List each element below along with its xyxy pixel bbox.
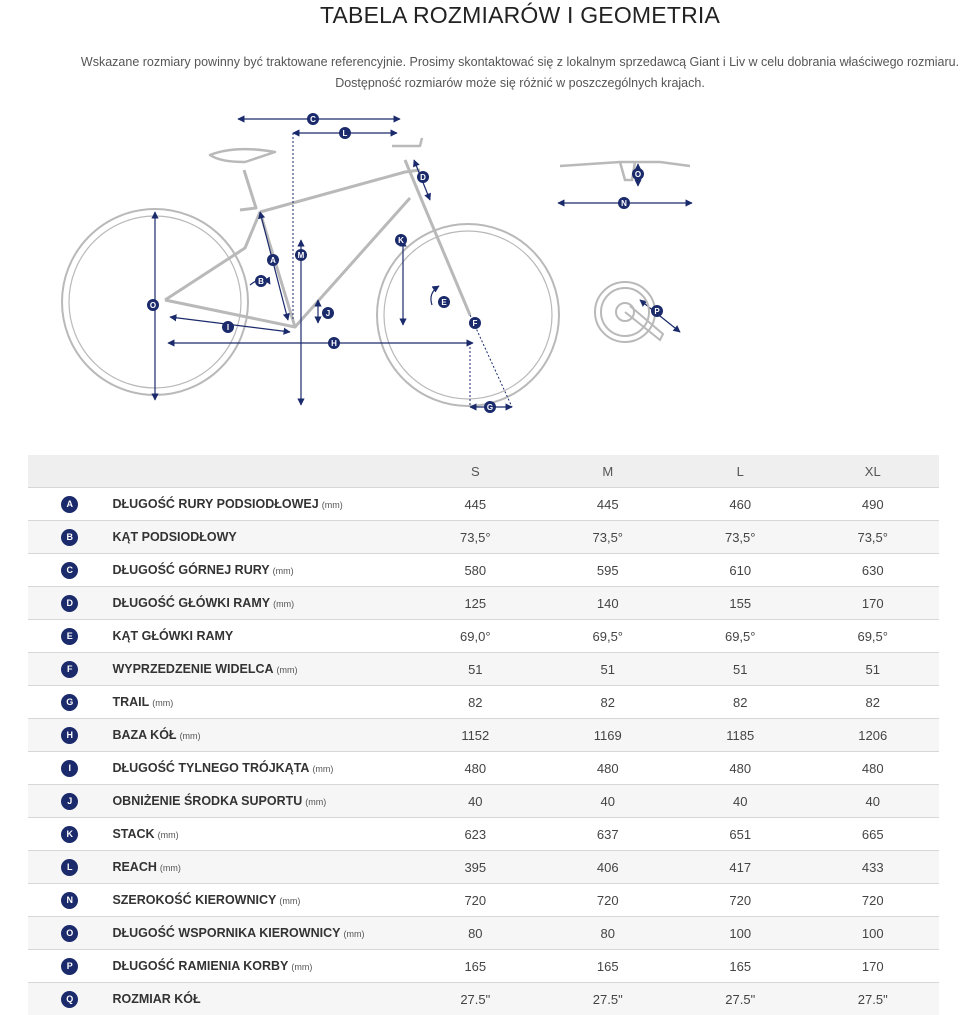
row-label-cell bbox=[111, 752, 409, 785]
row-value-s: 27.5" bbox=[409, 983, 541, 1015]
row-letter-badge: A bbox=[61, 496, 78, 513]
row-unit: (mm) bbox=[273, 566, 294, 576]
row-value-l: 651 bbox=[674, 818, 806, 851]
row-value-m: 80 bbox=[542, 917, 674, 950]
row-label: DŁUGOŚĆ GŁÓWKI RAMY bbox=[112, 596, 270, 610]
row-value-m: 406 bbox=[542, 851, 674, 884]
row-value-s: 580 bbox=[409, 554, 541, 587]
row-value-l: 51 bbox=[674, 653, 806, 686]
table-row bbox=[28, 521, 939, 554]
row-letter-cell bbox=[28, 818, 111, 851]
svg-text:O: O bbox=[635, 170, 641, 179]
row-unit: (mm) bbox=[273, 599, 294, 609]
row-label: DŁUGOŚĆ TYLNEGO TRÓJKĄTA bbox=[112, 761, 309, 775]
description-line-1: Wskazane rozmiary powinny być traktowane referencyjnie. Prosimy skontaktować się z lokalnym sprzedawcą Giant i Liv w celu dobrania właściwego rozmiaru. bbox=[0, 52, 978, 73]
page-description bbox=[0, 52, 978, 94]
row-letter-badge: O bbox=[61, 925, 78, 942]
row-label: ROZMIAR KÓŁ bbox=[112, 992, 200, 1006]
row-label: TRAIL bbox=[112, 695, 149, 709]
row-letter-badge: F bbox=[61, 661, 78, 678]
row-value-l: 27.5" bbox=[674, 983, 806, 1015]
row-label: KĄT PODSIODŁOWY bbox=[112, 530, 236, 544]
svg-text:E: E bbox=[441, 298, 447, 307]
row-letter-badge: D bbox=[61, 595, 78, 612]
row-value-s: 165 bbox=[409, 950, 541, 983]
row-value-xl: 51 bbox=[806, 653, 939, 686]
row-letter-cell bbox=[28, 719, 111, 752]
table-row bbox=[28, 587, 939, 620]
row-label-cell bbox=[111, 785, 409, 818]
row-label: REACH bbox=[112, 860, 156, 874]
row-label-cell bbox=[111, 620, 409, 653]
svg-text:B: B bbox=[258, 277, 264, 286]
row-letter-badge: I bbox=[61, 760, 78, 777]
row-letter-cell bbox=[28, 950, 111, 983]
row-label: DŁUGOŚĆ RURY PODSIODŁOWEJ bbox=[112, 497, 318, 511]
row-label: BAZA KÓŁ bbox=[112, 728, 176, 742]
row-value-xl: 69,5° bbox=[806, 620, 939, 653]
row-letter-cell bbox=[28, 851, 111, 884]
row-letter-badge: B bbox=[61, 529, 78, 546]
svg-text:J: J bbox=[326, 309, 330, 318]
row-value-l: 40 bbox=[674, 785, 806, 818]
row-label-cell bbox=[111, 686, 409, 719]
row-letter-cell bbox=[28, 983, 111, 1015]
svg-text:O: O bbox=[150, 301, 156, 310]
row-label-cell bbox=[111, 488, 409, 521]
row-label-cell bbox=[111, 653, 409, 686]
row-value-s: 1152 bbox=[409, 719, 541, 752]
row-value-m: 445 bbox=[542, 488, 674, 521]
page-title: TABELA ROZMIARÓW I GEOMETRIA bbox=[0, 2, 978, 29]
row-value-s: 445 bbox=[409, 488, 541, 521]
row-label: SZEROKOŚĆ KIEROWNICY bbox=[112, 893, 276, 907]
row-value-s: 80 bbox=[409, 917, 541, 950]
row-value-xl: 720 bbox=[806, 884, 939, 917]
row-unit: (mm) bbox=[291, 962, 312, 972]
row-value-m: 1169 bbox=[542, 719, 674, 752]
table-row bbox=[28, 917, 939, 950]
table-row bbox=[28, 785, 939, 818]
table-row bbox=[28, 950, 939, 983]
row-value-s: 69,0° bbox=[409, 620, 541, 653]
description-line-2: Dostępność rozmiarów może się różnić w poszczególnych krajach. bbox=[0, 73, 978, 94]
row-label-cell bbox=[111, 884, 409, 917]
row-value-s: 623 bbox=[409, 818, 541, 851]
header-size-m: M bbox=[542, 455, 674, 488]
row-letter-cell bbox=[28, 884, 111, 917]
row-value-xl: 490 bbox=[806, 488, 939, 521]
row-value-l: 720 bbox=[674, 884, 806, 917]
row-value-l: 480 bbox=[674, 752, 806, 785]
row-letter-badge: L bbox=[61, 859, 78, 876]
row-label: OBNIŻENIE ŚRODKA SUPORTU bbox=[112, 794, 302, 808]
table-row bbox=[28, 653, 939, 686]
row-value-s: 82 bbox=[409, 686, 541, 719]
row-value-xl: 665 bbox=[806, 818, 939, 851]
row-value-l: 69,5° bbox=[674, 620, 806, 653]
row-value-s: 395 bbox=[409, 851, 541, 884]
row-unit: (mm) bbox=[343, 929, 364, 939]
row-label-cell bbox=[111, 917, 409, 950]
row-value-l: 417 bbox=[674, 851, 806, 884]
row-value-m: 82 bbox=[542, 686, 674, 719]
row-value-l: 460 bbox=[674, 488, 806, 521]
row-value-l: 610 bbox=[674, 554, 806, 587]
row-label-cell bbox=[111, 851, 409, 884]
row-label-cell bbox=[111, 818, 409, 851]
row-label: DŁUGOŚĆ RAMIENIA KORBY bbox=[112, 959, 288, 973]
row-label: STACK bbox=[112, 827, 154, 841]
row-value-s: 73,5° bbox=[409, 521, 541, 554]
row-value-m: 73,5° bbox=[542, 521, 674, 554]
row-letter-badge: N bbox=[61, 892, 78, 909]
svg-text:H: H bbox=[331, 339, 337, 348]
svg-text:K: K bbox=[398, 236, 404, 245]
table-row bbox=[28, 884, 939, 917]
row-value-l: 100 bbox=[674, 917, 806, 950]
row-letter-cell bbox=[28, 620, 111, 653]
header-blank bbox=[28, 455, 409, 488]
row-label-cell bbox=[111, 554, 409, 587]
table-row bbox=[28, 488, 939, 521]
row-value-s: 720 bbox=[409, 884, 541, 917]
row-letter-cell bbox=[28, 917, 111, 950]
row-letter-cell bbox=[28, 554, 111, 587]
svg-text:N: N bbox=[621, 199, 627, 208]
row-value-xl: 82 bbox=[806, 686, 939, 719]
row-letter-cell bbox=[28, 785, 111, 818]
row-value-s: 480 bbox=[409, 752, 541, 785]
row-letter-cell bbox=[28, 587, 111, 620]
row-value-s: 40 bbox=[409, 785, 541, 818]
row-value-m: 165 bbox=[542, 950, 674, 983]
svg-text:L: L bbox=[343, 129, 348, 138]
table-row bbox=[28, 818, 939, 851]
row-value-m: 69,5° bbox=[542, 620, 674, 653]
row-value-l: 73,5° bbox=[674, 521, 806, 554]
row-value-xl: 73,5° bbox=[806, 521, 939, 554]
row-value-xl: 100 bbox=[806, 917, 939, 950]
row-unit: (mm) bbox=[305, 797, 326, 807]
row-value-m: 140 bbox=[542, 587, 674, 620]
row-unit: (mm) bbox=[312, 764, 333, 774]
row-value-l: 165 bbox=[674, 950, 806, 983]
table-row bbox=[28, 554, 939, 587]
row-label: DŁUGOŚĆ GÓRNEJ RURY bbox=[112, 563, 269, 577]
row-unit: (mm) bbox=[160, 863, 181, 873]
row-value-m: 51 bbox=[542, 653, 674, 686]
row-letter-badge: Q bbox=[61, 991, 78, 1008]
row-unit: (mm) bbox=[158, 830, 179, 840]
row-letter-badge: C bbox=[61, 562, 78, 579]
row-unit: (mm) bbox=[277, 665, 298, 675]
row-unit: (mm) bbox=[180, 731, 201, 741]
header-size-l: L bbox=[674, 455, 806, 488]
row-value-l: 82 bbox=[674, 686, 806, 719]
row-label-cell bbox=[111, 983, 409, 1015]
row-value-xl: 1206 bbox=[806, 719, 939, 752]
svg-text:P: P bbox=[654, 307, 660, 316]
svg-text:D: D bbox=[420, 173, 426, 182]
row-value-l: 1185 bbox=[674, 719, 806, 752]
row-label-cell bbox=[111, 587, 409, 620]
geometry-diagram bbox=[60, 100, 720, 420]
handlebar-detail bbox=[560, 162, 690, 180]
row-unit: (mm) bbox=[279, 896, 300, 906]
row-label-cell bbox=[111, 521, 409, 554]
row-label: WYPRZEDZENIE WIDELCA bbox=[112, 662, 273, 676]
row-value-m: 27.5" bbox=[542, 983, 674, 1015]
table-row bbox=[28, 983, 939, 1015]
header-size-xl: XL bbox=[806, 455, 939, 488]
geometry-table bbox=[28, 455, 939, 1015]
table-row bbox=[28, 686, 939, 719]
row-letter-badge: G bbox=[61, 694, 78, 711]
row-letter-badge: P bbox=[61, 958, 78, 975]
front-wheel bbox=[377, 224, 559, 406]
table-row bbox=[28, 752, 939, 785]
row-unit: (mm) bbox=[152, 698, 173, 708]
row-value-s: 51 bbox=[409, 653, 541, 686]
table-row bbox=[28, 719, 939, 752]
row-value-m: 40 bbox=[542, 785, 674, 818]
svg-text:F: F bbox=[473, 319, 478, 328]
row-value-xl: 630 bbox=[806, 554, 939, 587]
row-value-m: 480 bbox=[542, 752, 674, 785]
row-letter-badge: E bbox=[61, 628, 78, 645]
table-header-row bbox=[28, 455, 939, 488]
row-letter-cell bbox=[28, 686, 111, 719]
row-value-s: 125 bbox=[409, 587, 541, 620]
row-value-l: 155 bbox=[674, 587, 806, 620]
row-unit: (mm) bbox=[322, 500, 343, 510]
row-value-xl: 170 bbox=[806, 587, 939, 620]
row-value-m: 595 bbox=[542, 554, 674, 587]
table-row bbox=[28, 851, 939, 884]
row-value-xl: 433 bbox=[806, 851, 939, 884]
bike-frame bbox=[165, 138, 470, 327]
row-letter-badge: J bbox=[61, 793, 78, 810]
svg-text:G: G bbox=[487, 403, 493, 412]
row-letter-badge: K bbox=[61, 826, 78, 843]
row-value-xl: 40 bbox=[806, 785, 939, 818]
header-size-s: S bbox=[409, 455, 541, 488]
row-letter-cell bbox=[28, 752, 111, 785]
row-value-xl: 480 bbox=[806, 752, 939, 785]
row-label: DŁUGOŚĆ WSPORNIKA KIEROWNICY bbox=[112, 926, 340, 940]
svg-text:C: C bbox=[310, 115, 316, 124]
row-label-cell bbox=[111, 719, 409, 752]
row-label-cell bbox=[111, 950, 409, 983]
svg-text:A: A bbox=[270, 256, 276, 265]
svg-text:I: I bbox=[227, 323, 229, 332]
row-value-xl: 27.5" bbox=[806, 983, 939, 1015]
row-value-xl: 170 bbox=[806, 950, 939, 983]
row-letter-cell bbox=[28, 521, 111, 554]
row-letter-cell bbox=[28, 653, 111, 686]
row-value-m: 637 bbox=[542, 818, 674, 851]
table-row bbox=[28, 620, 939, 653]
svg-text:M: M bbox=[298, 251, 305, 260]
row-letter-cell bbox=[28, 488, 111, 521]
row-letter-badge: H bbox=[61, 727, 78, 744]
row-value-m: 720 bbox=[542, 884, 674, 917]
row-label: KĄT GŁÓWKI RAMY bbox=[112, 629, 233, 643]
